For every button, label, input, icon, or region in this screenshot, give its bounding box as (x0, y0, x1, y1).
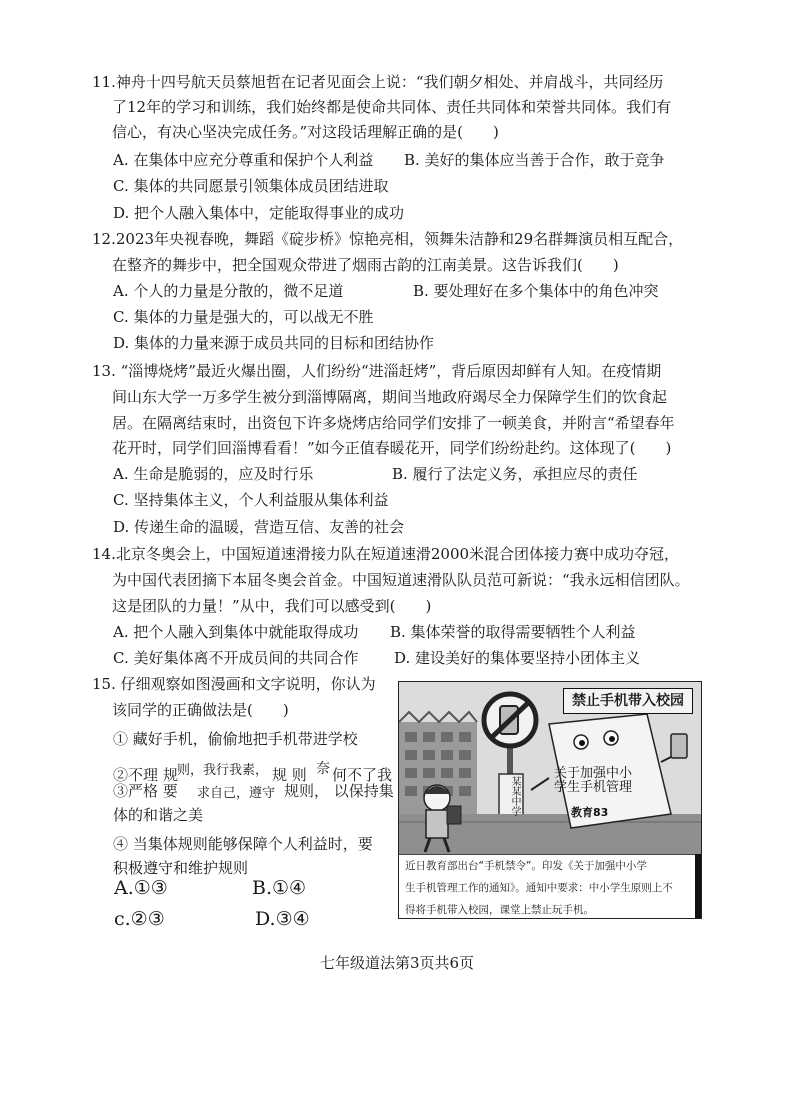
q15-option-2-part5: 奈 (316, 761, 330, 777)
q11-option-b: B. 美好的集体应当善于合作，敢于竞争 (404, 151, 665, 169)
q13-stem-line3: 居。在隔离结束时，出资包下许多烧烤店给同学们安排了一顿美食，并附言“希望春年 (112, 414, 675, 432)
q15-option-2-part4: 规 则 (272, 766, 307, 784)
q15-option-2-part3: 则，我行我素， (177, 763, 269, 778)
q13-stem-line2: 间山东大学一万多学生被分到淄博隔离，期间当地政府竭尽全力保障学生们的饮食起 (112, 388, 668, 406)
q15-option-4-line2: 积极遵守和维护规则 (113, 859, 249, 877)
caption-line2: 生手机管理工作的通知》。通知中要求：中小学生原则上不 (405, 882, 673, 894)
notice-text-line1: 关于加强中小 (554, 766, 633, 781)
notice-text-line2: 学生手机管理 (554, 780, 633, 795)
q13-stem-line1: 13. “淄博烧烤”最近火爆出圈，人们纷纷“进淄赶烤”，背后原因却鲜有人知。在疫情期 (92, 362, 662, 380)
q15-option-3-part3: 规则， 以保持集 (284, 782, 394, 800)
q11-stem-line3: 信心，有决心坚决完成任务。”对这段话理解正确的是( ) (112, 123, 499, 141)
q15-option-3-part2: 求自己，遵守 (197, 786, 276, 801)
q13-option-d: D. 传递生命的温暖，营造互信、友善的社会 (113, 518, 405, 536)
q15-option-2-part1: ②不理 (113, 766, 159, 784)
q14-stem-line3: 这是团队的力量！”从中，我们可以感受到( ) (112, 597, 432, 615)
caption-line3: 得将手机带入校园，课堂上禁止玩手机。 (405, 904, 594, 916)
q14-option-c: C. 美好集体离不开成员间的共同合作 (113, 649, 359, 667)
q15-answer-d: D.③④ (255, 908, 310, 930)
q13-option-b: B. 履行了法定义务，承担应尽的责任 (392, 465, 638, 483)
q15-answer-a: A.①③ (114, 877, 168, 899)
q14-option-a: A. 把个人融入到集体中就能取得成功 (113, 623, 359, 641)
q15-option-1: ① 藏好手机，偷偷地把手机带进学校 (113, 730, 358, 748)
q12-option-b: B. 要处理好在多个集体中的角色冲突 (413, 282, 659, 300)
q13-option-a: A. 生命是脆弱的，应及时行乐 (113, 465, 314, 483)
q12-stem-line2: 在整齐的舞步中，把全国观众带进了烟雨古韵的江南美景。这告诉我们( ) (112, 256, 619, 274)
q15-answer-c: c.②③ (114, 908, 165, 930)
q13-stem-line4: 花开时，同学们回淄博看看！”如今正值春暖花开，同学们纷纷赴约。这体现了( ) (112, 439, 672, 457)
q15-stem-line2: 该同学的正确做法是( ) (112, 701, 289, 719)
q12-option-a: A. 个人的力量是分散的，微不足道 (113, 282, 344, 300)
school-signboard: 某某中学 (509, 776, 520, 816)
q15-option-2-part2: 规 (163, 766, 179, 784)
page-footer: 七年级道法第3页共6页 (319, 954, 475, 972)
q15-option-3-part4: 体的和谐之美 (113, 806, 204, 824)
q15-answer-b: B.①④ (252, 877, 307, 899)
q12-option-c: C. 集体的力量是强大的，可以战无不胜 (113, 308, 374, 326)
q15-option-3-part1: ③严格 要 (113, 782, 178, 800)
q14-option-d: D. 建设美好的集体要坚持小团体主义 (394, 649, 641, 667)
q14-stem-line1: 14.北京冬奥会上，中国短道速滑接力队在短道速滑2000米混合团体接力赛中成功夺冠， (92, 545, 680, 563)
cartoon-caption (399, 854, 696, 918)
q12-stem-line1: 12.2023年央视春晚，舞蹈《碇步桥》惊艳亮相，领舞朱洁静和29名群舞演员相互配合， (92, 230, 684, 248)
q15-stem-line1: 15. 仔细观察如图漫画和文字说明，你认为 (92, 675, 376, 693)
q14-stem-line2: 为中国代表团摘下本届冬奥会首金。中国短道速滑队队员范可新说：“我永远相信团队。 (112, 571, 690, 589)
q15-option-4-line1: ④ 当集体规则能够保障个人利益时，要 (113, 835, 373, 853)
q13-option-c: C. 坚持集体主义，个人利益服从集体利益 (113, 491, 389, 509)
cartoon-title: 禁止手机带入校园 (563, 688, 693, 714)
q11-option-d: D. 把个人融入集体中，定能取得事业的成功 (113, 204, 405, 222)
q15-option-2-part6: 何不了我 (332, 766, 393, 784)
q11-option-c: C. 集体的共同愿景引领集体成员团结进取 (113, 177, 389, 195)
caption-line1: 近日教育部出台“手机禁令”。印发《关于加强中小学 (405, 860, 647, 872)
caption-border-bar (695, 854, 701, 919)
q11-option-a: A. 在集体中应充分尊重和保护个人利益 (113, 151, 374, 169)
q12-option-d: D. 集体的力量来源于成员共同的目标和团结协作 (113, 334, 435, 352)
cartoon-image (398, 681, 702, 919)
q11-stem-line1: 11.神舟十四号航天员蔡旭哲在记者见面会上说：“我们朝夕相处、并肩战斗，共同经历 (92, 73, 664, 91)
publisher-text: 教育83 (571, 806, 609, 819)
q14-option-b: B. 集体荣誉的取得需要牺牲个人利益 (390, 623, 636, 641)
q11-stem-line2: 了12年的学习和训练，我们始终都是使命共同体、责任共同体和荣誉共同体。我们有 (112, 98, 672, 116)
